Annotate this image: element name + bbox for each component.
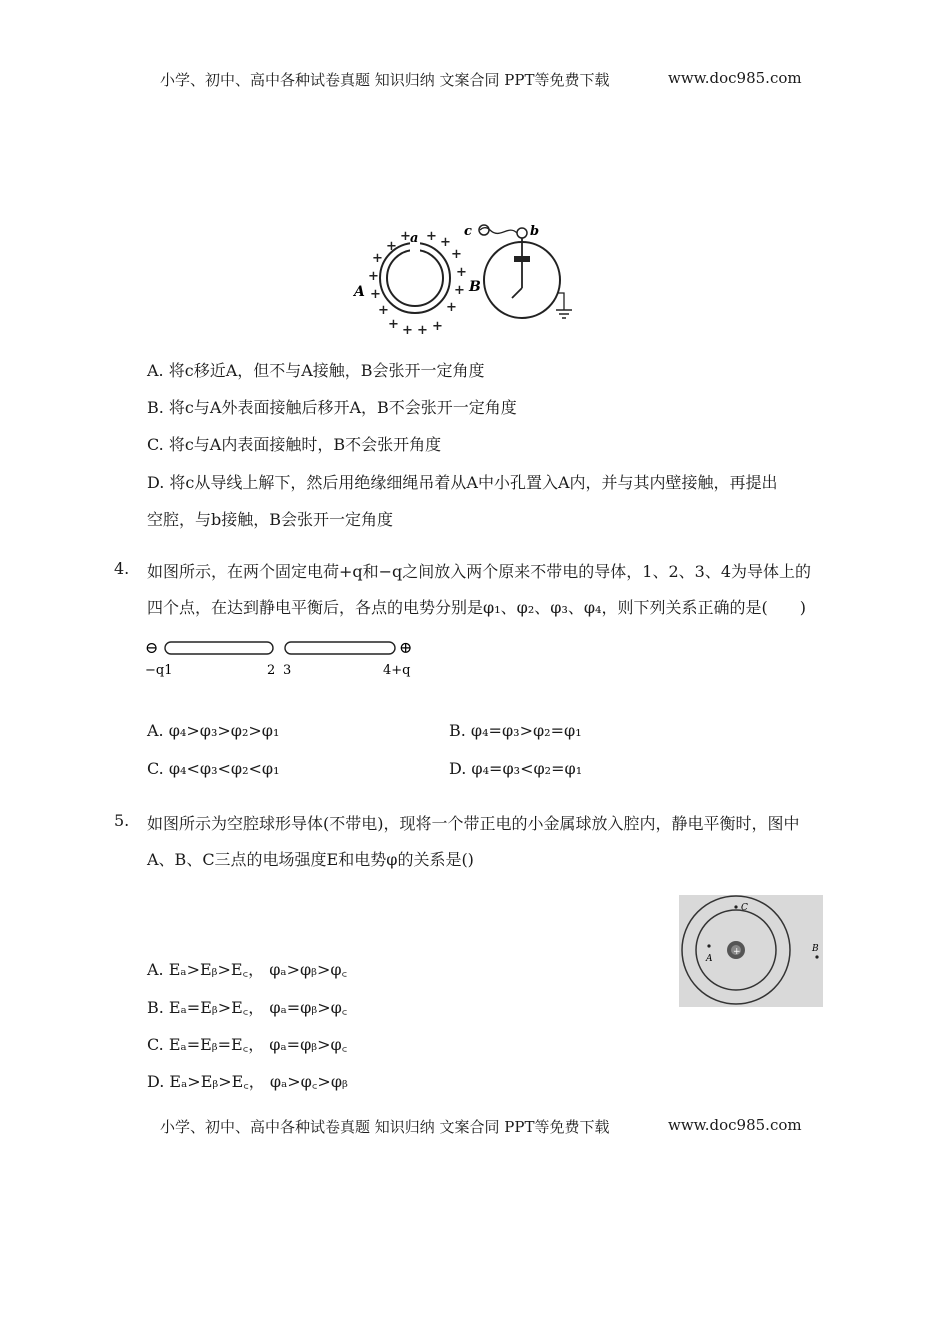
charge-plus: + [446, 300, 457, 315]
q4-option-c: C. φ₄<φ₃<φ₂<φ₁ [147, 759, 280, 778]
q3-option-b: B. 将c与A外表面接触后移开A，B不会张开一定角度 [147, 398, 517, 417]
label-a: a [410, 231, 419, 246]
q3-option-a: A. 将c移近A，但不与A接触，B会张开一定角度 [147, 361, 485, 380]
plus-icon: + [733, 947, 741, 957]
q5-stem: 如图所示为空腔球形导体(不带电)，现将一个带正电的小金属球放入腔内，静电平衡时，图中 [147, 814, 800, 833]
q3-option-d: D. 将c从导线上解下，然后用绝缘细绳吊着从A中小孔置入A内，并与其内壁接触，再提出 [147, 473, 778, 492]
q4-option-d: D. φ₄=φ₃<φ₂=φ₁ [449, 759, 583, 778]
label-3: 3 [283, 663, 292, 678]
q3-figure [350, 218, 585, 340]
label-right: 4+q [383, 663, 411, 678]
q5-option-c: C. Eₐ=Eᵦ=E꜀， φₐ=φᵦ>φ꜀ [147, 1035, 348, 1054]
charge-plus: + [386, 239, 397, 254]
negative-charge: ⊖ [145, 638, 159, 657]
q4-figure [143, 636, 423, 680]
footer-text: 小学、初中、高中各种试卷真题 知识归纳 文案合同 PPT等免费下载 [160, 1118, 610, 1136]
charge-plus: + [426, 229, 437, 244]
label-C: C [741, 903, 748, 913]
q3-option-c: C. 将c与A内表面接触时，B不会张开角度 [147, 435, 442, 454]
label-B: B [812, 944, 819, 954]
charge-plus: + [402, 323, 413, 338]
q5-option-a: A. Eₐ>Eᵦ>E꜀， φₐ>φᵦ>φ꜀ [147, 960, 348, 979]
q4-option-a: A. φ₄>φ₃>φ₂>φ₁ [147, 721, 280, 740]
q4-number: 4. [114, 559, 130, 578]
charge-plus: + [456, 265, 467, 280]
charge-plus: + [368, 269, 379, 284]
header-url: www.doc985.com [668, 69, 802, 87]
q5-stem-cont: A、B、C三点的电场强度E和电势φ的关系是() [147, 850, 474, 869]
q3-option-d-cont: 空腔，与b接触，B会张开一定角度 [147, 510, 394, 529]
q5-number: 5. [114, 811, 130, 830]
header-text: 小学、初中、高中各种试卷真题 知识归纳 文案合同 PPT等免费下载 [160, 71, 610, 89]
label-A: A [706, 954, 713, 964]
label-b: b [530, 224, 540, 239]
label-B: B [469, 279, 481, 295]
charge-plus: + [372, 251, 383, 266]
q4-option-b: B. φ₄=φ₃>φ₂=φ₁ [449, 721, 582, 740]
footer-url: www.doc985.com [668, 1116, 802, 1134]
charge-plus: + [454, 283, 465, 298]
q5-option-b: B. Eₐ=Eᵦ>E꜀， φₐ=φᵦ>φ꜀ [147, 998, 348, 1017]
charge-plus: + [370, 287, 381, 302]
charge-plus: + [388, 317, 399, 332]
q5-figure [679, 895, 823, 1007]
label-left: −q1 [145, 663, 173, 678]
q5-option-d: D. Eₐ>Eᵦ>E꜀， φₐ>φ꜀>φᵦ [147, 1072, 348, 1091]
positive-charge: ⊕ [399, 638, 413, 657]
q4-stem: 如图所示，在两个固定电荷+q和−q之间放入两个原来不带电的导体，1、2、3、4为导体上的 [147, 562, 812, 581]
charge-plus: + [451, 247, 462, 262]
conductor-right [285, 642, 395, 654]
charge-plus: + [417, 323, 428, 338]
charge-plus: + [400, 229, 411, 244]
label-c: c [464, 224, 472, 239]
sphere-a-inner [387, 250, 443, 306]
label-2: 2 [267, 663, 276, 678]
charge-plus: + [440, 235, 451, 250]
q4-stem-cont: 四个点，在达到静电平衡后，各点的电势分别是φ₁、φ₂、φ₃、φ₄，则下列关系正确的是( ) [147, 598, 806, 617]
charge-plus: + [432, 319, 443, 334]
conductor-left [165, 642, 273, 654]
label-A: A [354, 284, 365, 300]
charge-plus: + [378, 303, 389, 318]
